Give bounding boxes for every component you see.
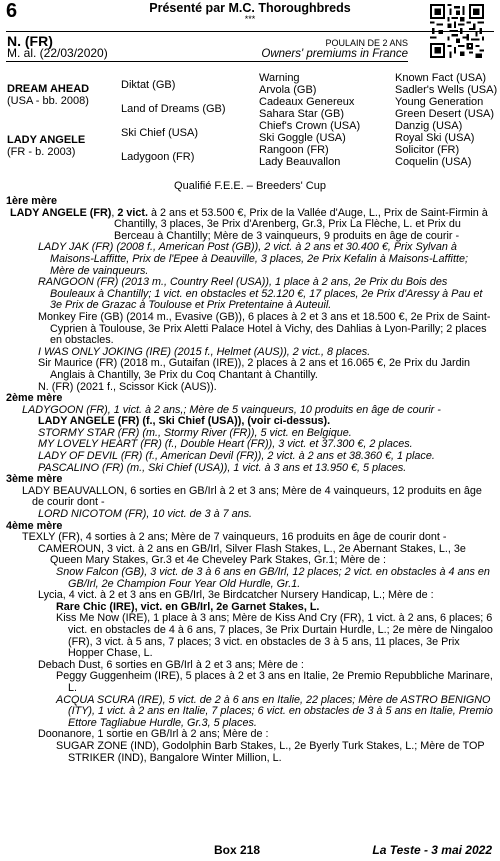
dam-line-body bbox=[6, 196, 494, 764]
header-divider-bottom bbox=[6, 61, 408, 62]
produce-entry: PASCALINO (FR) (m., Ski Chief (USA)), 1 vict. à 3 ans et 13.950 €, 5 places. bbox=[38, 461, 407, 474]
produce-entry: Doonanore, 1 sortie en GB/Irl à 2 ans; Mère de : bbox=[38, 728, 269, 741]
presenter-title: Présenté par M.C. Thoroughbreds bbox=[149, 1, 351, 15]
section-heading: 1ère mère bbox=[6, 195, 58, 207]
produce-entry: I WAS ONLY JOKING (IRE) (2015 f., Helmet (AUS)), 2 vict., 8 places. bbox=[38, 345, 371, 358]
dam-origin: (FR - b. 2003) bbox=[7, 146, 76, 158]
pedigree-gen4: Danzig (USA) bbox=[395, 120, 463, 132]
sire-name: DREAM AHEAD bbox=[7, 83, 90, 95]
section-heading: 3ème mère bbox=[6, 473, 63, 486]
pedigree-gen3: Chief's Crown (USA) bbox=[259, 120, 361, 132]
win-count: 2 vict. bbox=[117, 206, 148, 219]
sale-place-date: La Teste - 3 mai 2022 bbox=[372, 843, 492, 857]
produce-entry: ACQUA SCURA (IRE), 5 vict. de 2 à 6 ans en Italie, 22 places; Mère de ASTRO BENIGNO (ITY), 1 vict. à 2 ans en Italie, 7 places; 6 vict. en obstacles de 3 à 5 ans en Italie, Premio Ettore Tagliabue Hurdle, Gr.3, 5 places. bbox=[56, 693, 493, 729]
produce-entry: CAMEROUN, 3 vict. à 2 ans en GB/Irl, Silver Flash Stakes, L., 2e Abernant Stakes, L., 3e Queen Mary Stakes, Gr.3 et 4e Cheveley Park Stakes, Gr.1; Mère de : bbox=[38, 542, 466, 567]
sire-origin: (USA - bb. 2008) bbox=[7, 95, 89, 107]
produce-entry: Kiss Me Now (IRE), 1 place à 3 ans; Mère de Kiss And Cry (FR), 1 vict. à 2 ans, 6 places; 6 vict. en obstacles de 4 à 6 ans, 7 places, 3e Prix Durtain Hurdle, L.; 2e mère de Ningaloo (FR), 3 vict. à 5 ans, 7 places; 3 vict. en obstacles de 3 à 5 ans, 11 places, 3e Prix Hopper Chase, L. bbox=[56, 612, 493, 660]
pedigree-gen3: Rangoon (FR) bbox=[259, 144, 329, 156]
pedigree-gen2: Ladygoon (FR) bbox=[121, 151, 195, 163]
pedigree-gen4: Sadler's Wells (USA) bbox=[395, 84, 498, 96]
produce-entry: RANGOON (FR) (2013 m., Country Reel (USA)), 1 place à 2 ans, 2e Prix du Bois des Bouleaux à Chantilly; 1 vict. en obstacles et 52.120 €, 17 places, 2e Prix d'Aressy à Pau et 3e Prix de Grazac à Toulouse et Prix Pretentaine à Auteuil. bbox=[38, 276, 483, 312]
produce-entry: LORD NICOTOM (FR), 10 vict. de 3 à 7 ans. bbox=[38, 508, 252, 521]
produce-entry: Monkey Fire (GB) (2014 m., Evasive (GB)), 6 places à 2 et 3 ans et 18.500 €, 2e Prix de Saint-Cyprien à Toulouse, 3e Prix Aletti Palace Hotel à Vichy, des Dahlias à Lyon-Parilly; 2 places en obstacles. bbox=[38, 310, 491, 347]
produce-entry: LADY JAK (FR) (2008 f., American Post (GB)), 2 vict. à 2 ans et 30.400 €, Prix Sylvan à Maisons-Laffitte, Prix de l'Epee à Deauville, 3 places, 2e Prix Kefalin à Maisons-Laffitte; Mère de vainqueurs. bbox=[38, 241, 468, 277]
pedigree-gen4: Green Desert (USA) bbox=[395, 108, 495, 120]
produce-entry: LADY OF DEVIL (FR) (f., American Devil (FR)), 2 vict. à 2 ans et 38.360 €, 1 place. bbox=[38, 450, 435, 463]
pedigree-gen3: Sahara Star (GB) bbox=[259, 108, 344, 120]
pedigree-gen4: Coquelin (USA) bbox=[395, 156, 472, 168]
rating-stars: *** bbox=[244, 14, 256, 24]
section-heading: 4ème mère bbox=[6, 519, 63, 532]
horse-name: N. (FR) bbox=[7, 33, 53, 49]
produce-entry: Debach Dust, 6 sorties en GB/Irl à 2 et 3 ans; Mère de : bbox=[38, 658, 304, 671]
section-heading: 2ème mère bbox=[6, 392, 63, 405]
dam-entry: TEXLY (FR), 4 sorties à 2 ans; Mère de 7 vainqueurs, 16 produits en âge de courir dont - bbox=[22, 531, 447, 544]
dam-entry: LADYGOON (FR), 1 vict. à 2 ans,; Mère de 5 vainqueurs, 10 produits en âge de courir - bbox=[22, 403, 441, 416]
header-divider-top bbox=[6, 31, 494, 32]
pedigree-gen3: Lady Beauvallon bbox=[259, 156, 341, 168]
age-category: POULAIN DE 2 ANS bbox=[325, 38, 408, 48]
produce-entry: Peggy Guggenheim (IRE), 5 places à 2 et 3 ans en Italie, 2e Premio Repubbliche Marinare, L. bbox=[56, 670, 493, 694]
produce-entry: SUGAR ZONE (IND), Godolphin Barb Stakes, L., 2e Byerly Turk Stakes, L.; Mère de TOP STRIKER (IND), Bangalore Winter Million, L. bbox=[56, 739, 485, 764]
lot-number: 6 bbox=[6, 0, 18, 22]
owners-premiums: Owners' premiums in France bbox=[261, 48, 408, 60]
produce-entry: STORMY STAR (FR) (m., Stormy River (FR)), 5 vict. en Belgique. bbox=[38, 426, 352, 439]
pedigree-gen3: Ski Goggle (USA) bbox=[259, 132, 346, 144]
pedigree-gen4: Royal Ski (USA) bbox=[395, 132, 475, 144]
produce-entry: MY LOVELY HEART (FR) (f., Double Heart (FR)), 3 vict. et 37.300 €, 2 places. bbox=[38, 438, 413, 451]
pedigree-gen2: Ski Chief (USA) bbox=[121, 127, 199, 139]
pedigree-gen3: Arvola (GB) bbox=[259, 84, 317, 96]
pedigree-gen3: Cadeaux Genereux bbox=[259, 96, 355, 108]
qualification-line: Qualifié F.E.E. – Breeders' Cup bbox=[174, 180, 326, 192]
pedigree-gen3: Warning bbox=[259, 72, 300, 84]
produce-entry: Sir Maurice (FR) (2018 m., Gutaifan (IRE)), 2 places à 2 ans et 16.065 €, 2e Prix du Jardin Anglais à Chantilly, 3e Prix du Coq Chantant à Chantilly. bbox=[38, 357, 471, 381]
sex-birthdate: M. al. (22/03/2020) bbox=[7, 46, 108, 60]
pedigree-gen4: Young Generation bbox=[395, 96, 484, 108]
box-number: Box 218 bbox=[214, 843, 261, 857]
dam-entry: LADY BEAUVALLON, 6 sorties en GB/Irl à 2 et 3 ans; Mère de 4 vainqueurs, 12 produits en âge de courir dont - bbox=[22, 484, 482, 509]
horse-name-bold: LADY ANGELE (FR) bbox=[10, 206, 112, 219]
produce-entry: LADY ANGELE (FR) (f., Ski Chief (USA)), (voir ci-dessus). bbox=[38, 415, 331, 428]
pedigree-gen4: Solicitor (FR) bbox=[395, 144, 460, 156]
lady-angele-entry: LADY ANGELE (FR), 2 vict. à 2 ans et 53.500 €, Prix de la Vallée d'Auge, L., Prix de Saint-Firmin à Chantilly, 3 places, 3e Prix d'Arenberg, Gr.3, Prix La Flèche, L. et Prix du Berceau à Chantilly; Mère de 3 vainqueurs, 9 produits en âge de courir - bbox=[10, 206, 488, 242]
produce-entry: Snow Falcon (GB), 3 vict. de 3 à 6 ans en GB/Irl, 12 places; 2 vict. en obstacles à 4 ans en GB/Irl, 2e Champion Four Year Old Hurdle, Gr.1. bbox=[56, 566, 490, 590]
pedigree-gen2: Land of Dreams (GB) bbox=[121, 103, 226, 115]
produce-entry: Lycia, 4 vict. à 2 et 3 ans en GB/Irl, 3e Birdcatcher Nursery Handicap, L.; Mère de : bbox=[38, 589, 434, 602]
produce-entry: Rare Chic (IRE), vict. en GB/Irl, 2e Garnet Stakes, L. bbox=[56, 600, 320, 613]
entry-text: à 2 ans et 53.500 €, Prix de la Vallée d'Auge, L., Prix de Saint-Firmin à Chantilly, 3 places, 3e Prix d'Arenberg, Gr.3, Prix La Flèche, L. et Prix du Berceau à Chantilly; Mère de 3 vainqueurs, 9 produits en âge de courir - bbox=[114, 206, 488, 242]
produce-entry: N. (FR) (2021 f., Scissor Kick (AUS)). bbox=[38, 380, 217, 393]
pedigree-gen2: Diktat (GB) bbox=[121, 79, 176, 91]
dam-name: LADY ANGELE bbox=[7, 134, 86, 146]
pedigree-gen4: Known Fact (USA) bbox=[395, 72, 487, 84]
